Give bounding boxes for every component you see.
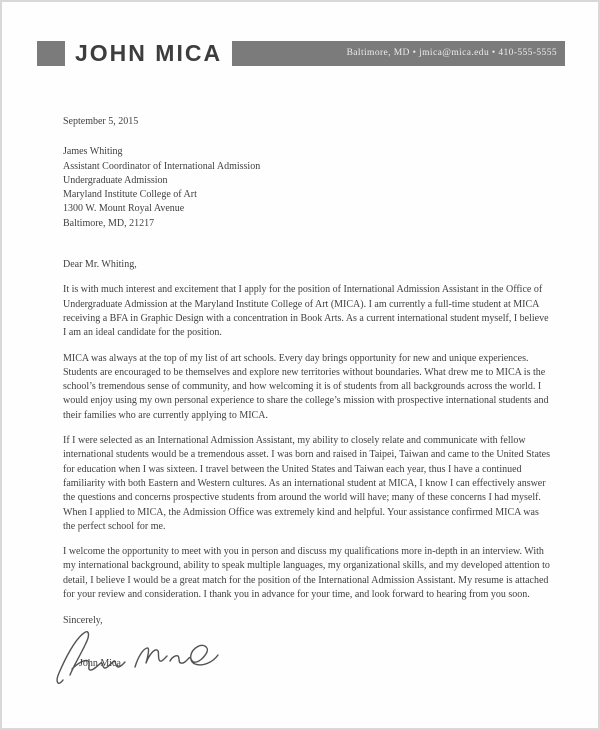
recipient-organization: Maryland Institute College of Art <box>63 189 197 201</box>
recipient-street: 1300 W. Mount Royal Avenue <box>63 203 185 215</box>
letter-body <box>63 115 552 683</box>
paragraph-1: It is with much interest and excitement that I apply for the position of International Admission Assistant in the Office of Undergraduate Admission at the Maryland Institute College of Art (MICA). I am currently a full-time student at MICA receiving a BFA in Graphic Design with a concentration in Book Arts. As a current international student myself, I believe I am an ideal candidate for the position. <box>63 284 549 339</box>
salutation: Dear Mr. Whiting, <box>63 259 137 271</box>
recipient-name: James Whiting <box>63 146 123 158</box>
paragraph-2: MICA was always at the top of my list of art schools. Every day brings opportunity for new and unique experiences. Students are encouraged to be themselves and explore new territories without boundaries. What drew me to MICA is the school’s tremendous sense of community, and how welcoming it is of students from all backgrounds across the world. I would enjoy using my own personal experience to share the college’s mission with prospective international students and their families who are currently applying to MICA. <box>63 352 549 421</box>
closing: Sincerely, <box>63 615 103 627</box>
recipient-title: Assistant Coordinator of International Admission <box>63 160 261 172</box>
contact-bar <box>232 41 565 66</box>
paragraph-3: If I were selected as an International Admission Assistant, my ability to closely relate and communicate with fellow international students would be a tremendous asset. I was born and raised in Taipei, Taiwan and came to the United States for education when I was sixteen. I travel between the United States and Taiwan each year, thus I have a continued familiarity with both Eastern and Western cultures. As an international student at MICA, I know I can effectively answer the questions and concerns prospective students from around the world will have; many of these concerns I had myself. When I applied to MICA, the Admission Office was extremely kind and helpful. Your assistance confirmed MICA was the perfect school for me. <box>63 435 550 532</box>
signature-block <box>63 629 552 683</box>
recipient-address <box>63 145 552 231</box>
recipient-department: Undergraduate Admission <box>63 174 168 186</box>
signer-name: John Mica <box>79 657 121 669</box>
sender-name: JOHN MICA <box>75 40 223 66</box>
paragraph-4: I welcome the opportunity to meet with you in person and discuss my qualifications more in-depth in an interview. With my international background, ability to speak multiple languages, my organizational skills, and my developed attention to detail, I believe I would be a great match for the position of the International Admission Assistant. My resume is attached for your review and consideration. I thank you in advance for your time, and look forward to hearing from you soon. <box>63 546 550 601</box>
letter-date: September 5, 2015 <box>63 116 139 127</box>
recipient-city: Baltimore, MD, 21217 <box>63 217 155 229</box>
letterhead <box>37 40 565 67</box>
contact-info: Baltimore, MD • jmica@mica.edu • 410-555-5555 <box>346 48 557 58</box>
logo-square <box>37 41 65 66</box>
